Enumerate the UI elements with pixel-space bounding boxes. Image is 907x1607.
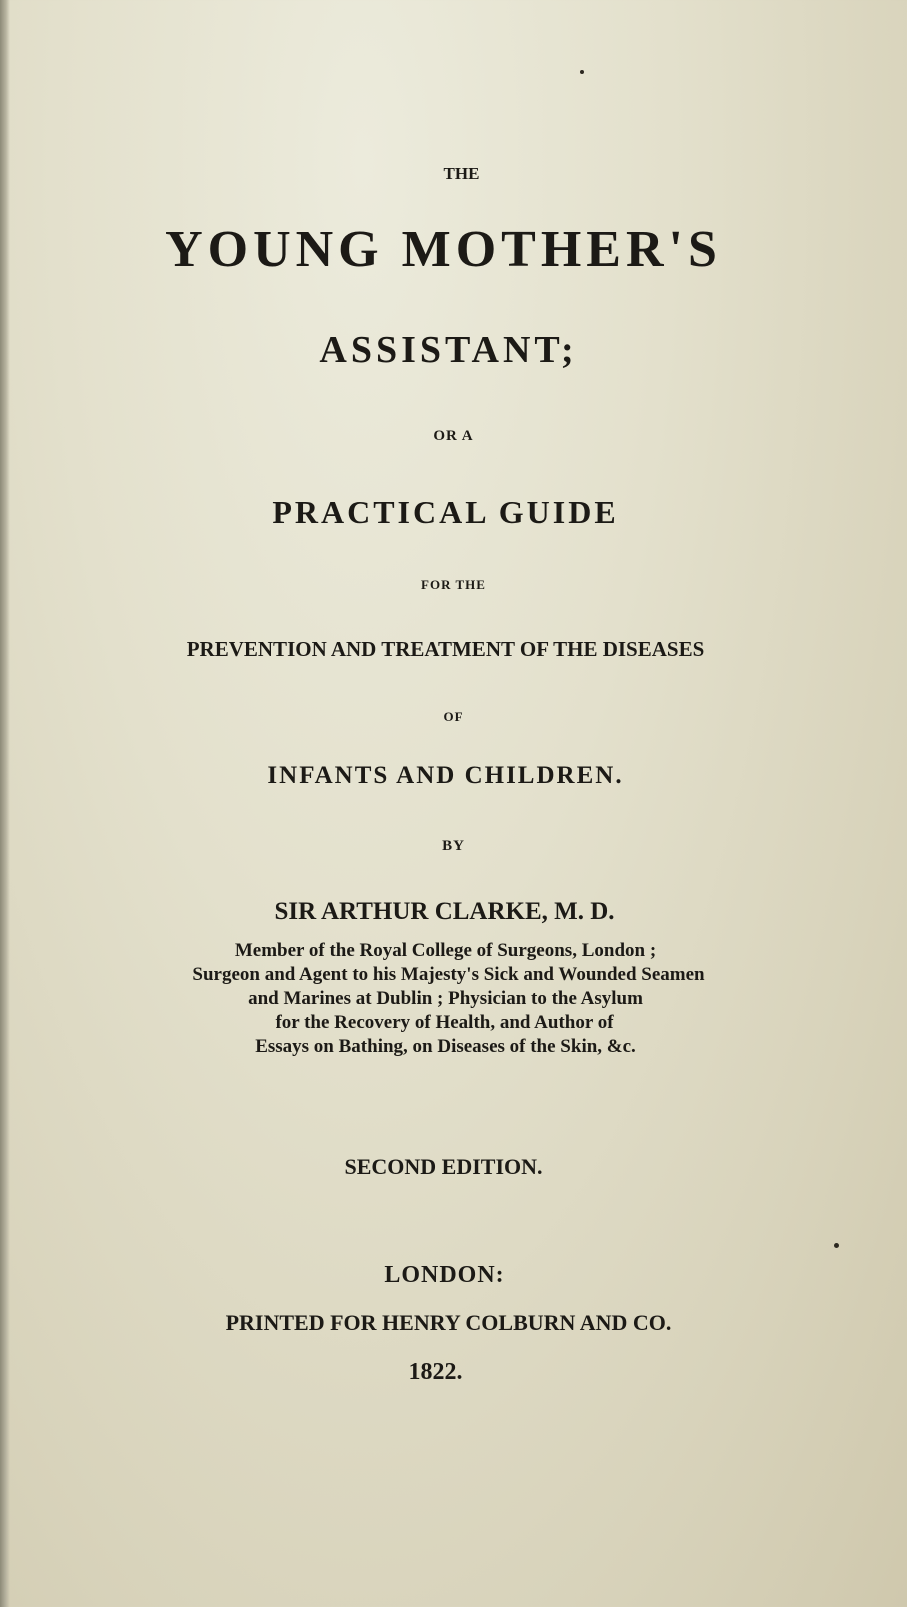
author-credential: Surgeon and Agent to his Majesty's Sick and Wounded Seamen xyxy=(192,964,705,985)
title-article: THE xyxy=(443,164,480,183)
edition-statement: SECOND EDITION. xyxy=(344,1154,543,1179)
author-credential: Member of the Royal College of Surgeons, London ; xyxy=(234,940,657,961)
subtitle-line2: PREVENTION AND TREATMENT OF THE DISEASES xyxy=(186,637,705,661)
title-connector-2: FOR THE xyxy=(421,577,486,592)
ink-speck xyxy=(580,70,584,74)
title-connector-3: OF xyxy=(443,709,464,724)
by-line: BY xyxy=(442,838,465,854)
author-credential: for the Recovery of Health, and Author of xyxy=(275,1012,614,1033)
ink-speck xyxy=(834,1243,839,1248)
main-title-line2: ASSISTANT; xyxy=(319,329,578,371)
subtitle-line1: PRACTICAL GUIDE xyxy=(272,494,619,530)
main-title-line1: YOUNG MOTHER'S xyxy=(165,221,722,278)
imprint-year: 1822. xyxy=(408,1359,463,1385)
author-credential: and Marines at Dublin ; Physician to the Asylum xyxy=(248,988,643,1009)
imprint-publisher: PRINTED FOR HENRY COLBURN AND CO. xyxy=(225,1310,672,1335)
author-name: SIR ARTHUR CLARKE, M. D. xyxy=(274,898,615,925)
author-credential: Essays on Bathing, on Diseases of the Skin, &c. xyxy=(255,1036,636,1057)
subtitle-line3: INFANTS AND CHILDREN. xyxy=(267,762,624,789)
imprint-city: LONDON: xyxy=(384,1262,505,1288)
title-connector: OR A xyxy=(433,428,474,444)
